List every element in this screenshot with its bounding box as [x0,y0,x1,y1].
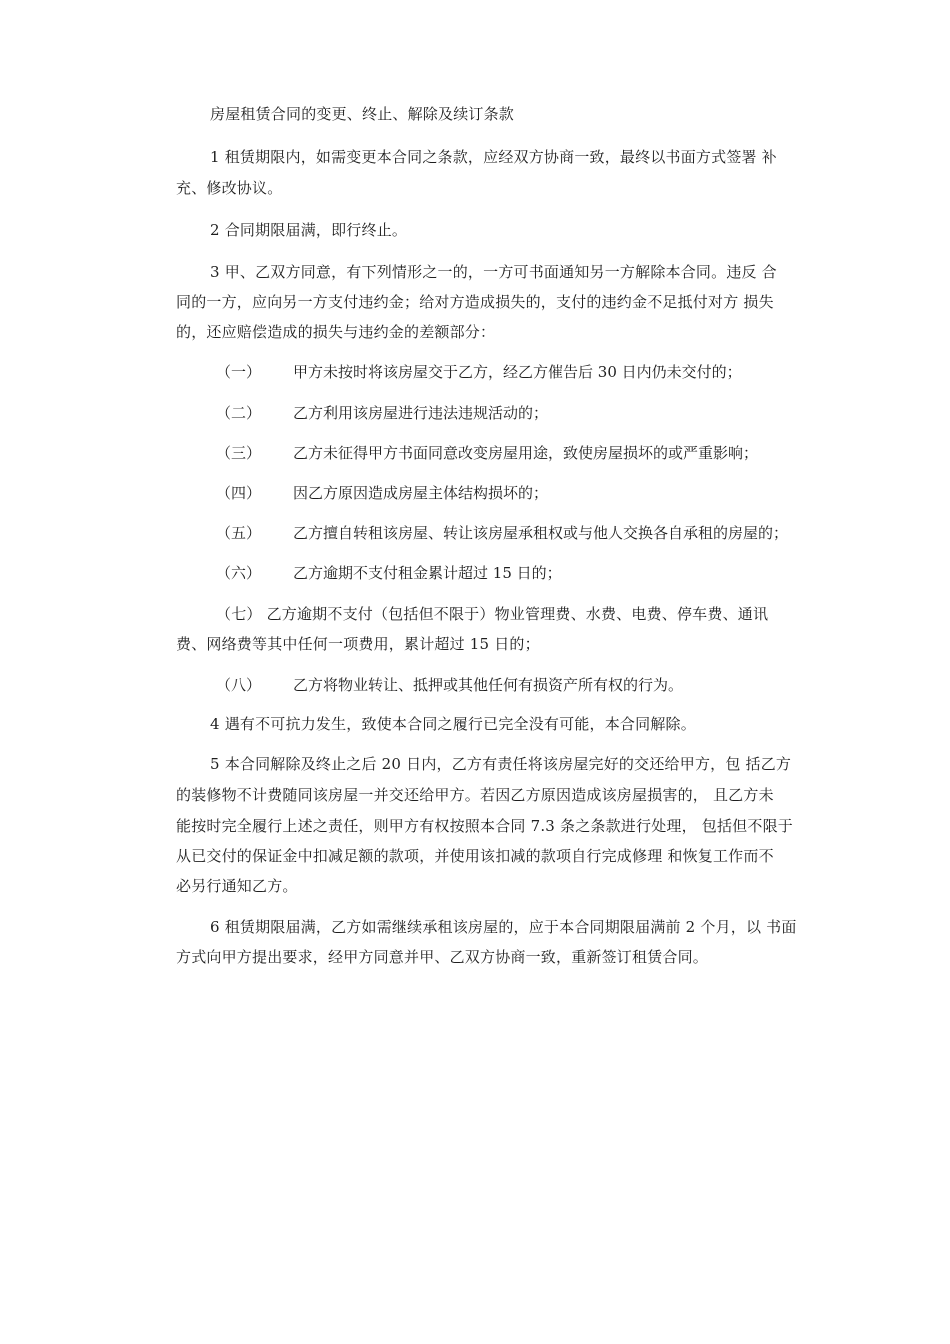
clause-6-line-2: 方式向甲方提出要求，经甲方同意并甲、乙双方协商一致，重新签订租赁合同。 [176,948,709,966]
list-item-number: （三） [216,444,262,462]
list-item-number: （六） [216,564,262,582]
list-item-text: 乙方逾期不支付租金累计超过 15 日的； [293,564,562,582]
clause-1-line-1: 1 租赁期限内，如需变更本合同之条款，应经双方协商一致，最终以书面方式签署 补 [210,148,777,166]
clause-4-line-1: 4 遇有不可抗力发生，致使本合同之履行已完全没有可能，本合同解除。 [210,715,696,733]
list-item-number: （一） [216,363,262,381]
list-item-text: 乙方擅自转租该房屋、转让该房屋承租权或与他人交换各自承租的房屋的； [293,524,789,542]
list-item-text: 因乙方原因造成房屋主体结构损坏的； [293,484,549,502]
clause-2-line-1: 2 合同期限届满，即行终止。 [210,221,408,239]
list-item-number: （二） [216,404,262,422]
clause-5-line-4: 从已交付的保证金中扣减足额的款项，并使用该扣减的款项自行完成修理 和恢复工作而不 [176,847,774,865]
list-item-text: 乙方利用该房屋进行违法违规活动的； [293,404,549,422]
clause-3-line-1: 3 甲、乙双方同意，有下列情形之一的，一方可书面通知另一方解除本合同。违反 合 [210,263,777,281]
list-item-text: 乙方未征得甲方书面同意改变房屋用途，致使房屋损坏的或严重影响； [293,444,759,462]
clause-6-line-1: 6 租赁期限届满，乙方如需继续承租该房屋的，应于本合同期限届满前 2 个月，以 书面 [210,918,797,936]
list-item-text: 乙方将物业转让、抵押或其他任何有损资产所有权的行为。 [293,676,684,694]
clause-5-line-2: 的装修物不计费随同该房屋一并交还给甲方。若因乙方原因造成该房屋损害的， 且乙方未 [176,786,774,804]
list-item-text: 甲方未按时将该房屋交于乙方，经乙方催告后 30 日内仍未交付的； [293,363,742,381]
list-item-number: （八） [216,676,262,694]
clause-3-line-3: 的，还应赔偿造成的损失与违约金的差额部分： [176,323,496,341]
clause-1-line-2: 充、修改协议。 [176,179,283,197]
list-item-number: （五） [216,524,262,542]
item-7-line-1: （七） 乙方逾期不支付（包括但不限于）物业管理费、水费、电费、停车费、通讯 [216,605,769,623]
clause-5-line-1: 5 本合同解除及终止之后 20 日内，乙方有责任将该房屋完好的交还给甲方，包 括乙方 [210,755,792,773]
item-7-line-2: 费、网络费等其中任何一项费用，累计超过 15 日的； [176,635,540,653]
clause-5-line-3: 能按时完全履行上述之责任，则甲方有权按照本合同 7.3 条之条款进行处理， 包括但不限于 [176,817,793,835]
list-item-number: （四） [216,484,262,502]
document-heading: 房屋租赁合同的变更、终止、解除及续订条款 [210,105,515,123]
clause-3-line-2: 同的一方，应向另一方支付违约金；给对方造成损失的，支付的违约金不足抵付对方 损失 [176,293,774,311]
clause-5-line-5: 必另行通知乙方。 [176,877,298,895]
